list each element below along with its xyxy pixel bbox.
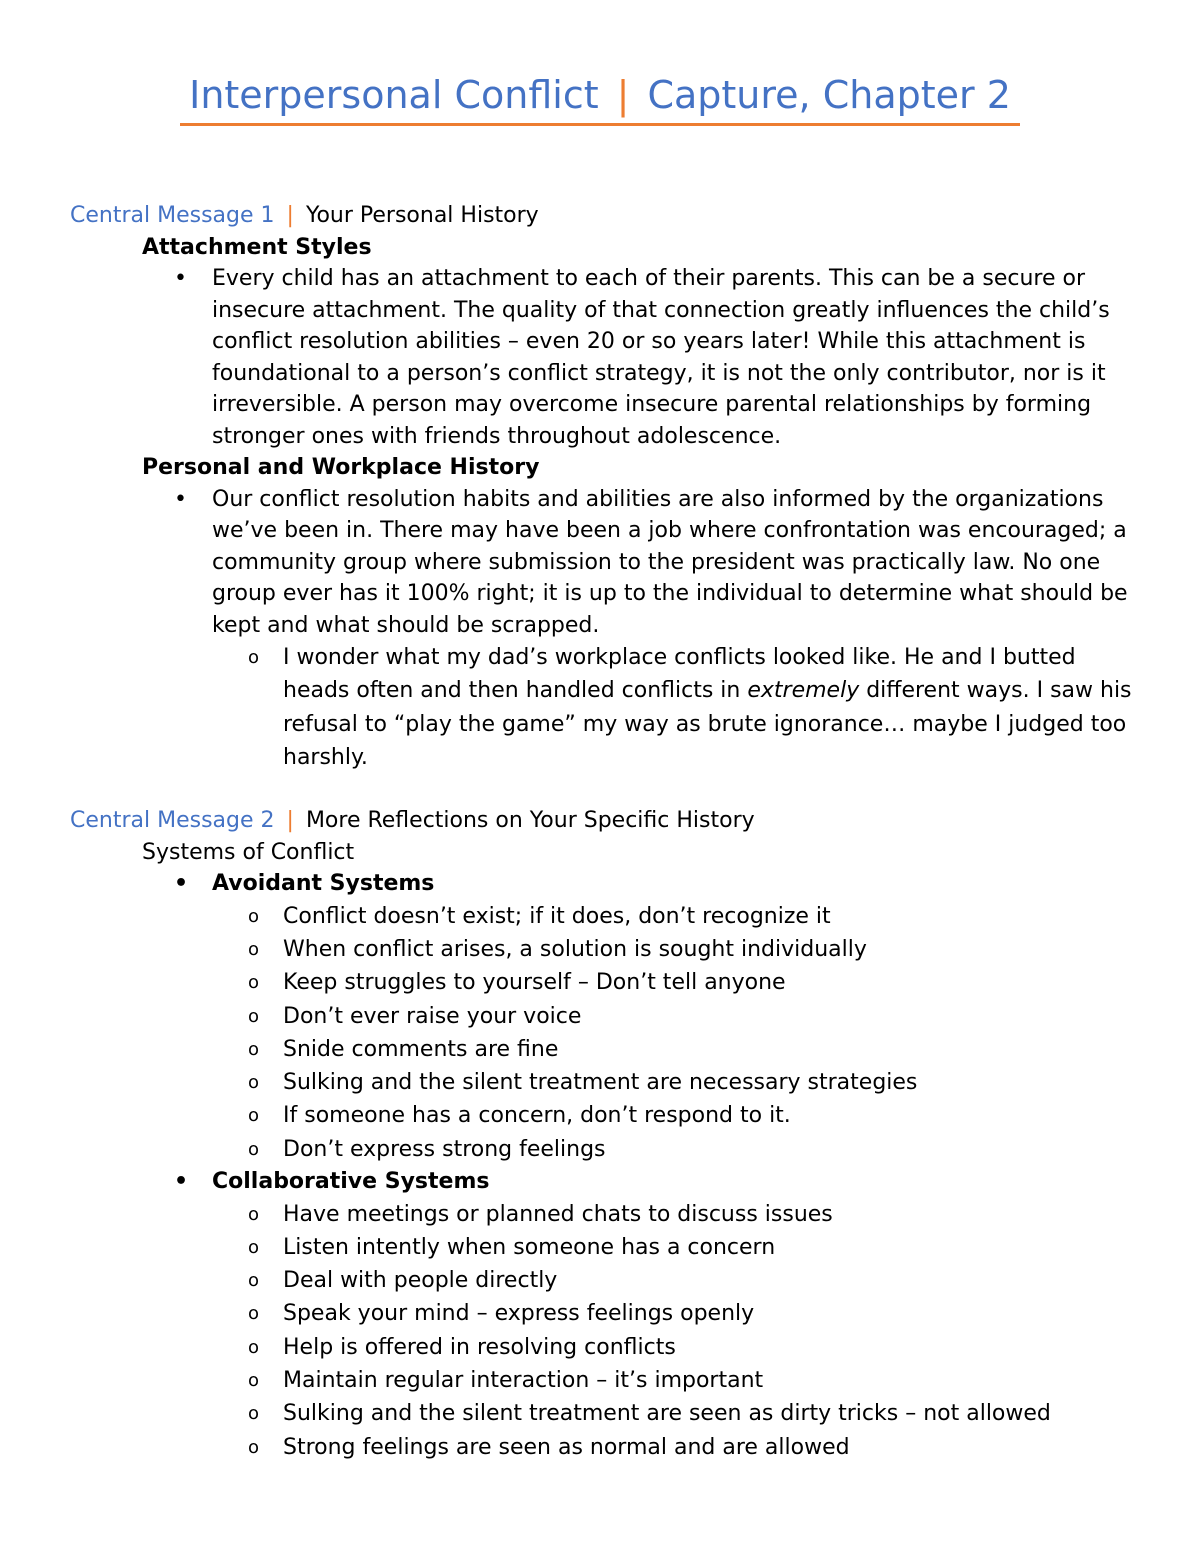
section-1-separator: | (286, 203, 294, 228)
reflection-item (70, 641, 1135, 774)
bullet-circle-icon: o (248, 1270, 260, 1292)
bullet-circle-icon: o (248, 972, 260, 994)
list-item: o If someone has a concern, don’t respond to it. (70, 1099, 1135, 1132)
bullet-dot-icon: • (174, 486, 187, 512)
list-item: o Conflict doesn’t exist; if it does, don’t recognize it (70, 900, 1135, 933)
bullet-circle-icon: o (248, 938, 260, 960)
bullet-circle-icon: o (248, 1370, 260, 1392)
bullet-dot-icon: • (174, 1169, 189, 1195)
systems-of-conflict-heading: Systems of Conflict (142, 839, 355, 865)
list-item: o Sulking and the silent treatment are necessary strategies (70, 1066, 1135, 1099)
attachment-bullet (70, 263, 1135, 452)
title-right: Capture, Chapter 2 (647, 73, 1011, 117)
bullet-circle-icon: o (248, 1303, 260, 1325)
bullet-circle-icon: o (248, 1005, 260, 1027)
list-item: o Snide comments are fine (70, 1033, 1135, 1066)
attachment-bullet-text: Every child has an attachment to each of their parents. This can be a secure or insecure attachment. The quality of that connection greatly influences the child’s conflict resolution abilities – even 20 or so years later! While this attachment is foundational to a person’s conflict strategy, it is not the only contributor, nor is it irreversible. A person may overcome insecure parental relationships by forming stronger ones with friends throughout adolescence. (212, 266, 1110, 449)
list-item: o Strong feelings are seen as normal and are allowed (70, 1431, 1135, 1464)
bullet-circle-icon: o (248, 1072, 260, 1094)
bullet-circle-icon: o (248, 1203, 260, 1225)
workplace-bullet (70, 484, 1135, 642)
document-title (0, 72, 1200, 118)
section-1-label: Central Message 1 (70, 203, 275, 228)
list-item: o Don’t ever raise your voice (70, 1000, 1135, 1033)
collaborative-list (70, 1198, 1135, 1464)
workplace-history-heading: Personal and Workplace History (142, 455, 540, 480)
collaborative-systems-title: Collaborative Systems (212, 1169, 490, 1195)
section-1-heading (70, 200, 1135, 232)
list-item: o Have meetings or planned chats to discuss issues (70, 1198, 1135, 1231)
bullet-circle-icon: o (248, 1436, 260, 1458)
list-item: o Speak your mind – express feelings openly (70, 1297, 1135, 1330)
list-item: o Listen intently when someone has a concern (70, 1231, 1135, 1264)
list-item: o When conflict arises, a solution is sought individually (70, 933, 1135, 966)
bullet-dot-icon: • (174, 871, 189, 897)
reflection-text-after: different ways. I saw his refusal to “play the game” my way as brute ignorance… maybe I judged too harshly. (283, 678, 1132, 770)
title-separator: | (616, 73, 630, 117)
workplace-bullet-text: Our conflict resolution habits and abilities are also informed by the organizations we’ve been in. There may have been a job where confrontation was encouraged; a community group where submission to the president was practically law. No one group ever has it 100% right; it is up to the individual to determine what should be kept and what should be scrapped. (212, 486, 1128, 638)
list-item: o Don’t express strong feelings (70, 1133, 1135, 1166)
list-item: o Help is offered in resolving conflicts (70, 1331, 1135, 1364)
bullet-circle-icon: o (248, 1236, 260, 1258)
section-2-title: More Reflections on Your Specific History (305, 808, 755, 834)
section-2-separator: | (286, 808, 294, 834)
bullet-dot-icon: • (174, 266, 187, 291)
list-item: o Deal with people directly (70, 1264, 1135, 1297)
bullet-circle-icon: o (248, 647, 260, 668)
reflection-emphasis: extremely (747, 678, 860, 704)
title-underline (180, 123, 1020, 126)
list-item: o Sulking and the silent treatment are seen as dirty tricks – not allowed (70, 1397, 1135, 1430)
title-left: Interpersonal Conflict (189, 73, 599, 117)
bullet-circle-icon: o (248, 1336, 260, 1358)
bullet-circle-icon: o (248, 1038, 260, 1060)
section-1-title: Your Personal History (305, 203, 539, 228)
avoidant-systems-heading (70, 868, 1135, 900)
section-2-heading (70, 805, 1135, 837)
section-spacer (70, 774, 1135, 805)
attachment-styles-heading: Attachment Styles (142, 234, 372, 260)
section-2-label: Central Message 2 (70, 808, 275, 834)
reflection-text-before: I wonder what my dad’s workplace conflicts looked like. He and I butted heads often and then handled conflicts in (283, 645, 1076, 704)
list-item: o Keep struggles to yourself – Don’t tell anyone (70, 966, 1135, 999)
list-item: o Maintain regular interaction – it’s important (70, 1364, 1135, 1397)
bullet-circle-icon: o (248, 1138, 260, 1160)
bullet-circle-icon: o (248, 905, 260, 927)
avoidant-list (70, 900, 1135, 1166)
collaborative-systems-heading (70, 1166, 1135, 1198)
avoidant-systems-title: Avoidant Systems (212, 871, 435, 897)
document-body (70, 200, 1135, 1464)
bullet-circle-icon: o (248, 1403, 260, 1425)
bullet-circle-icon: o (248, 1105, 260, 1127)
